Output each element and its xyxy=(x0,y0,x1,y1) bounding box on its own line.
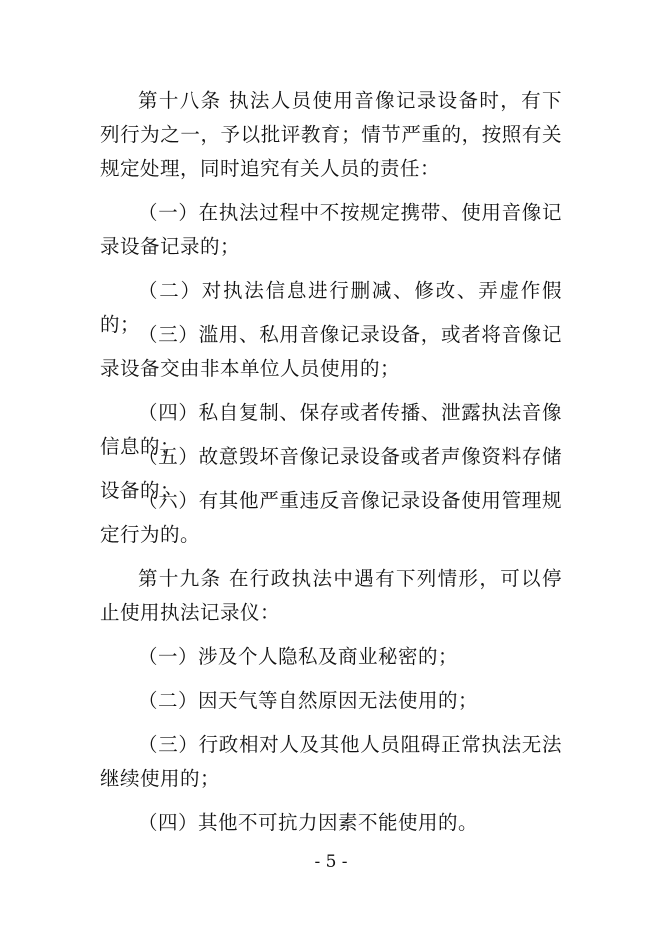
article-19-item-4: （四）其他不可抗力因素不能使用的。 xyxy=(138,811,479,834)
article-18-item-5: （五）故意毁坏音像记录设备或者声像资料存储设备的； xyxy=(100,445,562,502)
article-18-item-3: （三）滥用、私用音像记录设备，或者将音像记录设备交由非本单位人员使用的； xyxy=(100,323,562,380)
article-18-item-4: （四）私自复制、保存或者传播、泄露执法音像信息的； xyxy=(100,401,562,458)
article-19-item-2: （二）因天气等自然原因无法使用的； xyxy=(138,689,479,712)
article-18-item-6: （六）有其他严重违反音像记录设备使用管理规定行为的。 xyxy=(100,489,562,546)
article-19-item-3: （三）行政相对人及其他人员阻碍正常执法无法继续使用的； xyxy=(100,733,562,790)
article-18-item-2: （二）对执法信息进行删减、修改、弄虚作假的； xyxy=(100,279,562,336)
article-18-item-1: （一）在执法过程中不按规定携带、使用音像记录设备记录的； xyxy=(100,201,562,258)
article-19-item-1: （一）涉及个人隐私及商业秘密的； xyxy=(138,645,459,668)
article-19-heading: 第十九条 在行政执法中遇有下列情形，可以停止使用执法记录仪： xyxy=(100,567,562,624)
page-number: - 5 - xyxy=(314,852,348,872)
article-18-heading: 第十八条 执法人员使用音像记录设备时，有下列行为之一，予以批评教育；情节严重的，按照有关规定处理，同时追究有关人员的责任： xyxy=(100,89,562,180)
